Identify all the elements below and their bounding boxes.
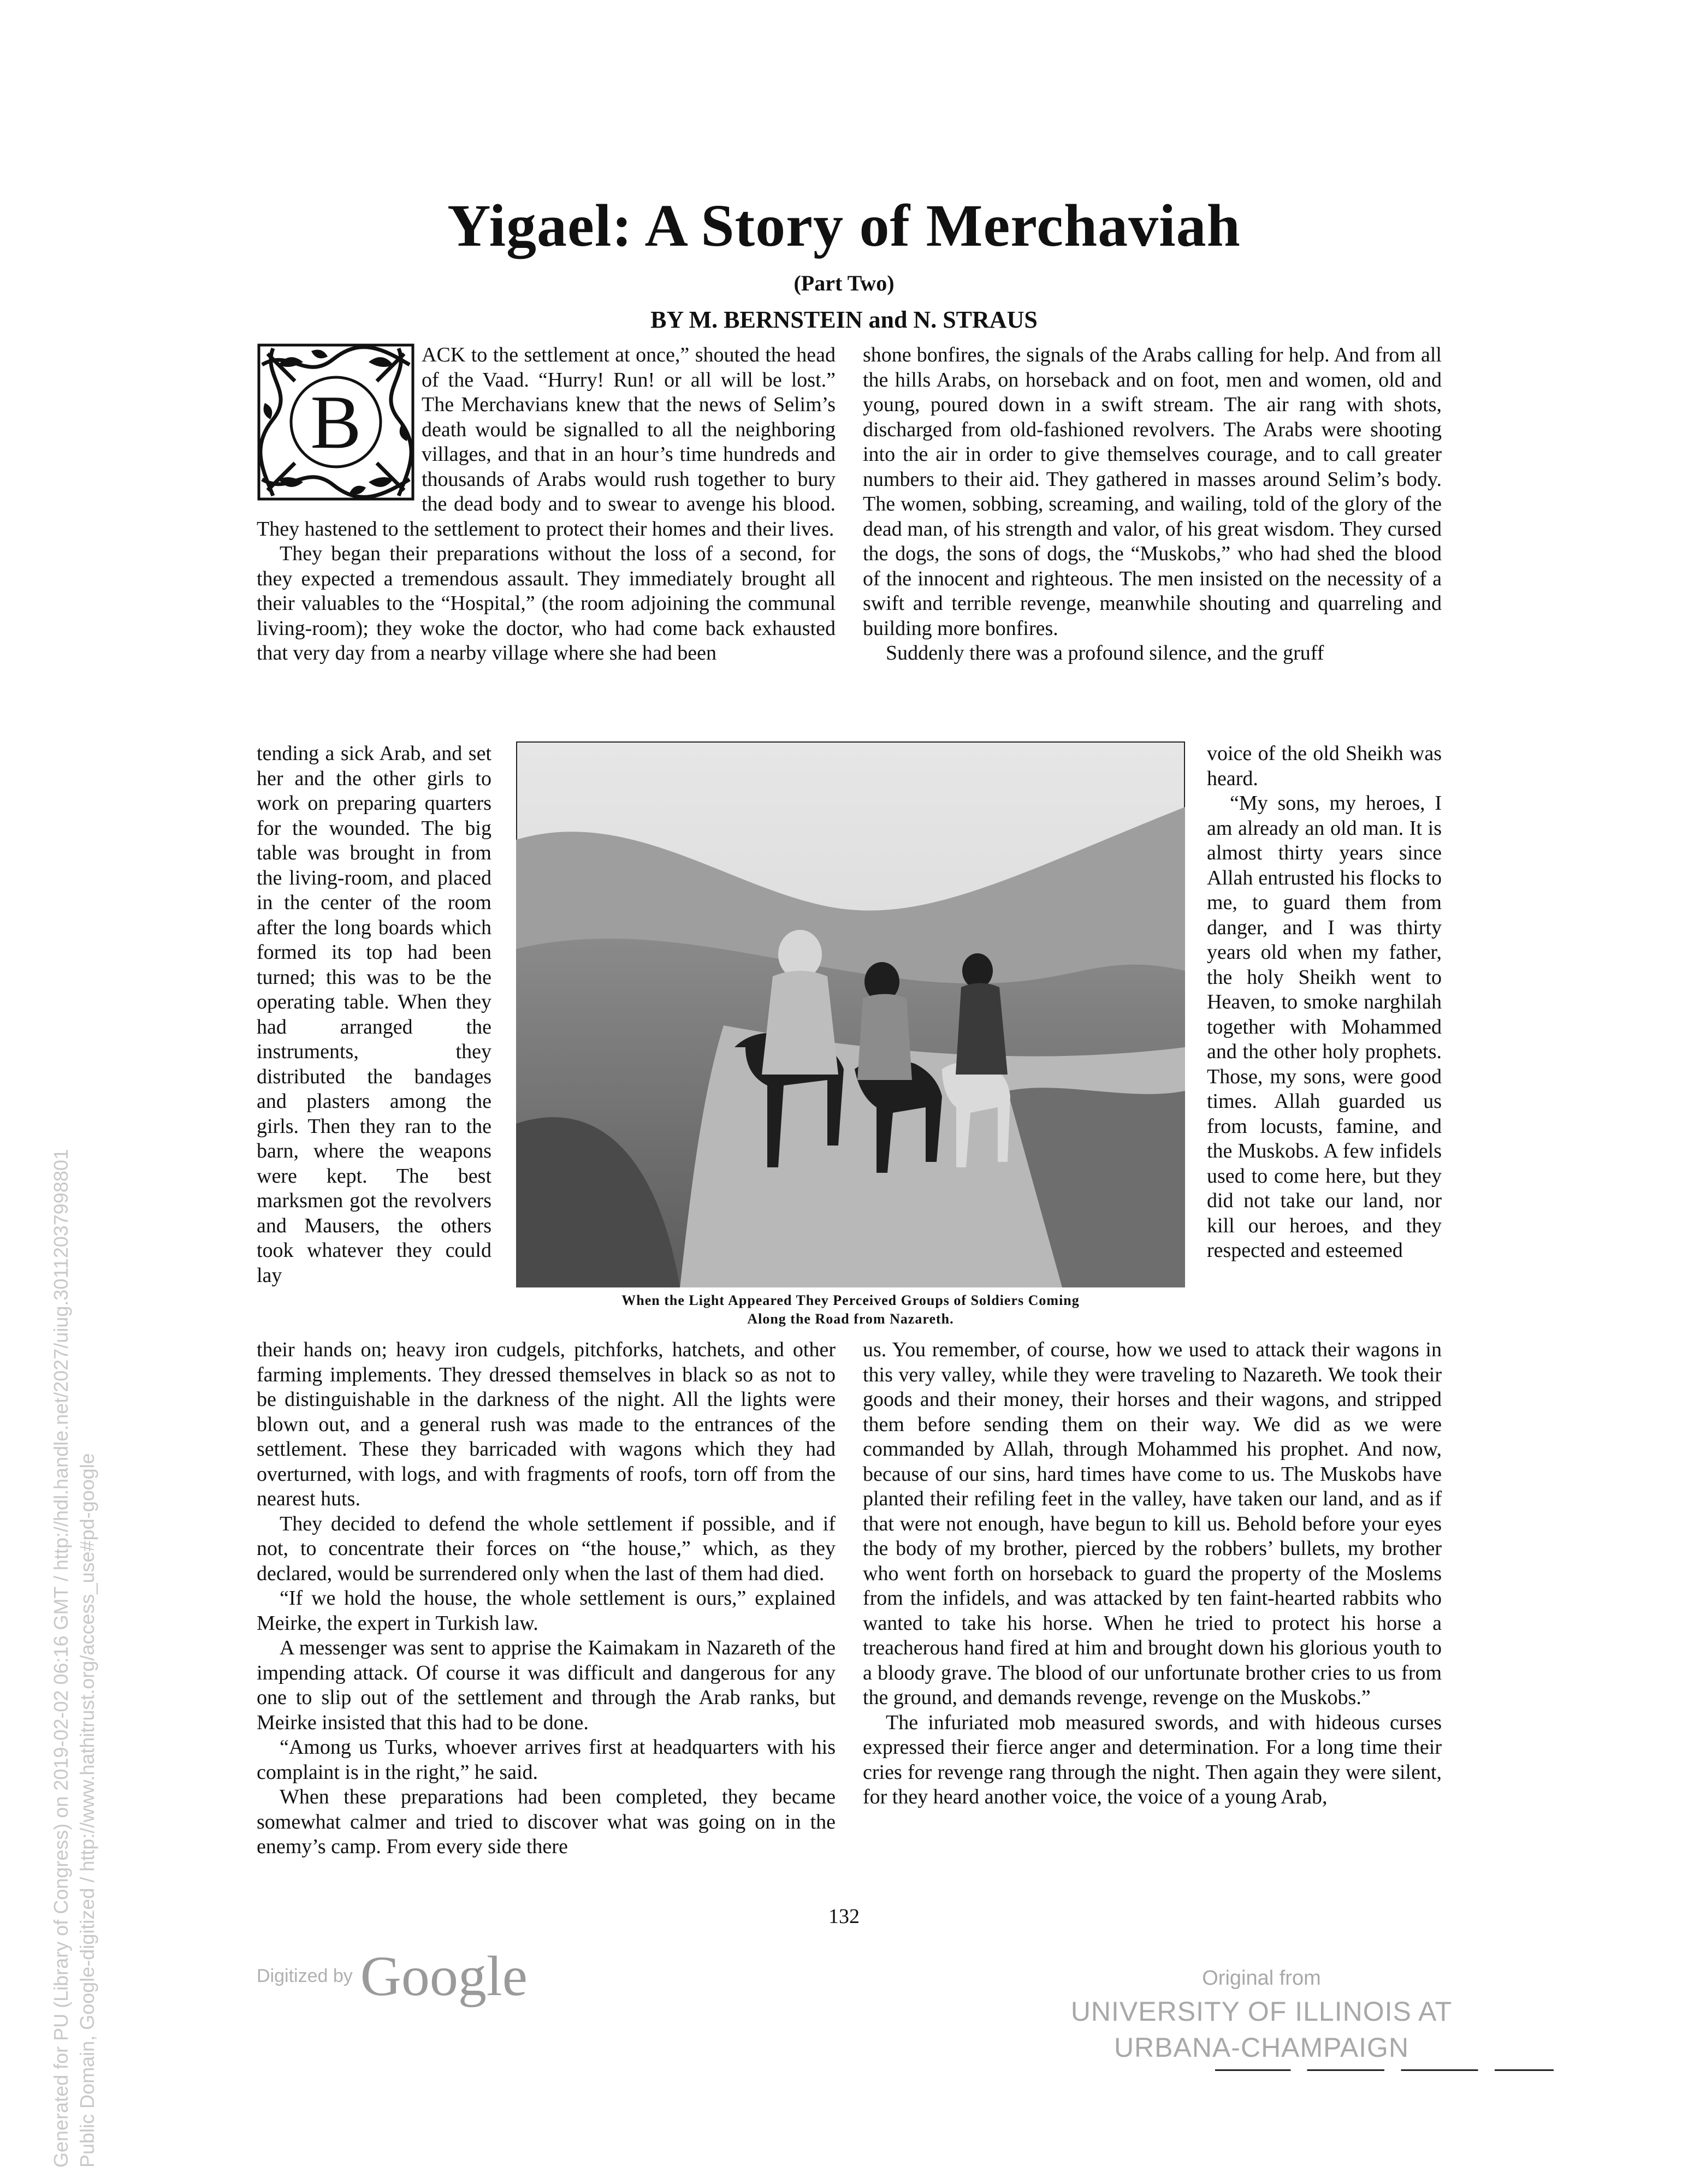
paragraph: They began their preparations without the loss of a second, for they expected a tremendous assault. They immediately brought all their valuables to the “Hospital,” (the room adjoining the communal living-room); they woke the doctor, who had come back exhausted that very day from a nearby village where she had been xyxy=(257,542,836,664)
hathitrust-watermark xyxy=(48,1149,100,2168)
digitized-by-label: Digitized by xyxy=(257,1966,353,1986)
riders-photo-icon xyxy=(516,741,1185,1287)
photo-caption xyxy=(516,1291,1185,1328)
paragraph: us. You remember, of course, how we used to attack their wagons in this very valley, while they were traveling to Nazareth. We took their goods and their money, their horses and their wagons, and stripped them before sending them on their way. We did as we were commanded by Allah, through Mohammed his prophet. And now, because of our sins, hard times have come to us. The Muskobs have planted their refiling feet in the valley, have taken our land, and as if that were not enough, have begun to kill us. Behold before your eyes the body of my brother, pierced by the robbers’ bullets, my brother who went forth on horseback to guard the property of the Moslems from the infidels, and was attacked by ten faint-hearted rabbits who wanted to take his horse. When he tried to protect his horse a treacherous hand fired at him and brought down his glorious youth to a bloody grave. The blood of our unfortunate brother cries to us from the ground, and demands revenge, revenge on the Muskobs.” xyxy=(863,1338,1442,1709)
left-column-narrow xyxy=(257,741,491,1288)
right-column-narrow xyxy=(1207,741,1442,1263)
university-line: URBANA-CHAMPAIGN xyxy=(1114,2032,1409,2063)
article-byline: BY M. BERNSTEIN and N. STRAUS xyxy=(650,306,1038,333)
paragraph: their hands on; heavy iron cudgels, pitchforks, hatchets, and other farming implements. They dressed themselves in black so as not to be distinguishable in the darkness of the night. All the lights were blown out, and a general rush was made to the entrances of the settlement. These they barricaded with wagons which they had overturned, with logs, and with fragments of roofs, torn off from the nearest huts. xyxy=(257,1338,836,1510)
paragraph: “My sons, my heroes, I am already an old man. It is almost thirty years since Allah entrusted his flocks to me, to guard them from danger, and I was thirty years old when my father, the holy Sheikh went to Heaven, to smoke narghilah together with Mohammed and the other holy prophets. Those, my sons, were good times. Allah guarded us from locusts, famine, and the Muskobs. A few infidels used to come here, but they did not take our land, nor kill our heroes, and they respected and esteemed xyxy=(1207,792,1442,1262)
photo-caption-line: When the Light Appeared They Perceived Groups of Soldiers Coming xyxy=(621,1292,1080,1308)
photo-caption-line: Along the Road from Nazareth. xyxy=(747,1311,954,1327)
article-part: (Part Two) xyxy=(793,271,895,295)
dropcap-letter: B xyxy=(310,380,362,465)
google-logo-icon: Google xyxy=(360,1945,528,2008)
paragraph: The infuriated mob measured swords, and with hideous curses expressed their fierce anger and determination. For a long time their cries for revenge rang through the night. Then again they were silent, for they heard another voice, the voice of a young Arab, xyxy=(863,1711,1442,1808)
right-column-top xyxy=(863,343,1442,666)
watermark-line: Generated for PU (Library of Congress) on 2019-02-02 06:16 GMT / http://hdl.handle.net/2027/uiug.30112037998801 xyxy=(50,1149,72,2168)
vine-ornament-icon xyxy=(257,343,415,501)
paragraph: When these preparations had been completed, they became somewhat calmer and tried to discover what was going on in the enemy’s camp. From every side there xyxy=(257,1785,836,1858)
paragraph: They decided to defend the whole settlement if possible, and if not, to concentrate their forces on “the house,” which, as they declared, would be surrendered only when the last of them had died. xyxy=(257,1512,836,1585)
paragraph: A messenger was sent to apprise the Kaimakam in Nazareth of the impending attack. Of course it was difficult and dangerous for any one to slip out of the settlement and through the Arab ranks, but Meirke insisted that this had to be done. xyxy=(257,1636,836,1734)
page-number: 132 xyxy=(828,1905,860,1928)
paragraph: “Among us Turks, whoever arrives first at headquarters with his complaint is in the right,” he said. xyxy=(257,1736,836,1784)
article-title: Yigael: A Story of Merchaviah xyxy=(447,192,1241,259)
paragraph: voice of the old Sheikh was heard. xyxy=(1207,742,1442,790)
right-column-bottom xyxy=(863,1338,1442,1810)
original-from-block xyxy=(1054,1963,1469,2066)
footer-rule xyxy=(1215,2069,1554,2073)
left-column-bottom xyxy=(257,1338,836,1860)
original-from-label: Original from xyxy=(1202,1967,1321,1990)
watermark-line: Public Domain, Google-digitized / http://www.hathitrust.org/access_use#pd-google xyxy=(76,1453,98,2168)
dropcap-ornament xyxy=(257,343,415,501)
article-photo xyxy=(516,741,1185,1287)
paragraph: ACK to the settlement at once,” shouted the head of the Vaad. “Hurry! Run! or all will be lost.” The Merchavians knew that the news of Selim’s death would be signalled to all the neighboring villages, and that in an hour’s time hundreds and thousands of Arabs would rush together to bury the dead body and to swear to avenge his blood. They hastened to the settlement to protect their homes and their lives. xyxy=(257,343,836,541)
paragraph: tending a sick Arab, and set her and the other girls to work on preparing quarters for the wounded. The big table was brought in from the living-room, and placed in the center of the room after the long boards which formed its top had been turned; this was to be the operating table. When they had arranged the instruments, they distributed the bandages and plasters among the girls. Then they ran to the barn, where the weapons were kept. The best marksmen got the revolvers and Mausers, the others took whatever they could lay xyxy=(257,742,491,1287)
paragraph: Suddenly there was a profound silence, and the gruff xyxy=(886,642,1324,664)
university-line: UNIVERSITY OF ILLINOIS AT xyxy=(1070,1996,1453,2027)
left-column-top xyxy=(257,343,836,666)
digitized-by-google xyxy=(257,1944,528,2009)
paragraph: shone bonfires, the signals of the Arabs calling for help. And from all the hills Arabs, on horseback and on foot, men and women, old and young, poured down in a swift stream. The air rang with shots, discharged from old-fashioned revolvers. The Arabs were shooting into the air in order to give themselves courage, and to call greater numbers to their aid. They gathered in masses around Selim’s body. The women, sobbing, screaming, and wailing, told of the glory of the dead man, of his strength and valor, of his great wisdom. They cursed the dogs, the sons of dogs, the “Muskobs,” who had shed the blood of the innocent and righteous. The men insisted on the necessity of a swift and terrible revenge, meanwhile shouting and quarreling and building more bonfires. xyxy=(863,343,1442,640)
paragraph: “If we hold the house, the whole settlement is ours,” explained Meirke, the expert in Turkish law. xyxy=(257,1587,836,1635)
